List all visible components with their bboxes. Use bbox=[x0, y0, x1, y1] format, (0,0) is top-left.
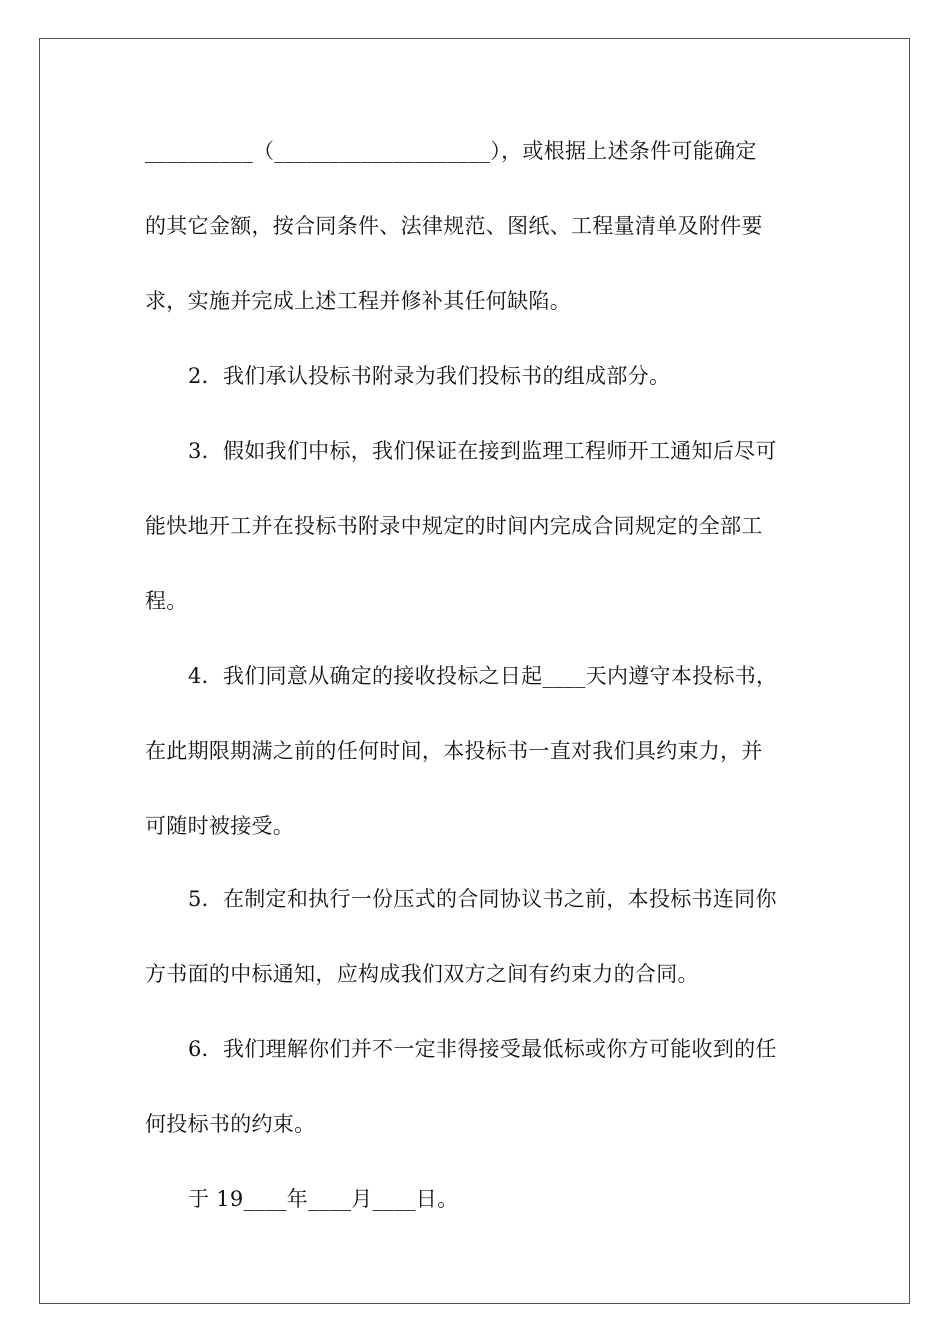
text-line: 能快地开工并在投标书附录中规定的时间内完成合同规定的全部工 bbox=[145, 514, 763, 538]
text-line: 程。 bbox=[145, 589, 188, 613]
text-line: 的其它金额，按合同条件、法律规范、图纸、工程量清单及附件要 bbox=[145, 214, 763, 238]
text-line: 可随时被接受。 bbox=[145, 814, 295, 838]
text-line: 何投标书的约束。 bbox=[145, 1112, 316, 1136]
text-line: 在此期限期满之前的任何时间，本投标书一直对我们具约束力，并 bbox=[145, 739, 763, 763]
paragraph-2: 2．我们承认投标书附录为我们投标书的组成部分。 bbox=[188, 364, 671, 388]
paragraph-3: 3．假如我们中标，我们保证在接到监理工程师开工通知后尽可 bbox=[188, 439, 777, 463]
paragraph-6: 6．我们理解你们并不一定非得接受最低标或你方可能收到的任 bbox=[188, 1037, 777, 1061]
paragraph-4: 4．我们同意从确定的接收投标之日起____天内遵守本投标书， bbox=[188, 664, 778, 688]
date-line: 于 19____年____月____日。 bbox=[188, 1187, 459, 1211]
text-line: 方书面的中标通知，应构成我们双方之间有约束力的合同。 bbox=[145, 962, 699, 986]
paragraph-5: 5．在制定和执行一份压式的合同协议书之前，本投标书连同你 bbox=[188, 887, 777, 911]
text-line: __________（____________________），或根据上述条件可能确定 bbox=[145, 139, 757, 163]
text-line: 求，实施并完成上述工程并修补其任何缺陷。 bbox=[145, 289, 571, 313]
